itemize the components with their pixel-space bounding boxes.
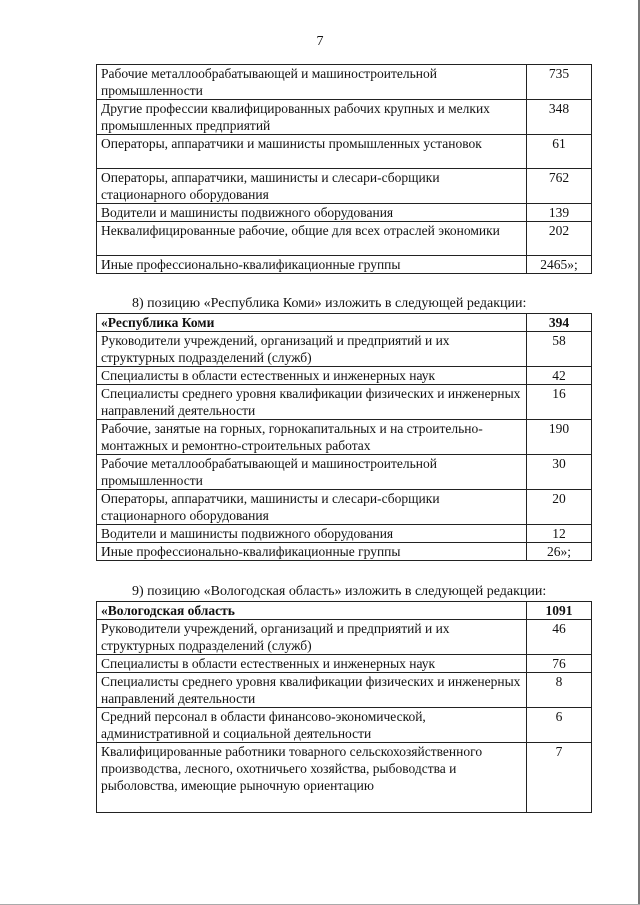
row-label: Операторы, аппаратчики, машинисты и слесари-сборщики стационарного оборудования [97,490,527,525]
row-value: 20 [527,490,592,525]
row-label: Водители и машинисты подвижного оборудования [97,204,527,222]
table-header-row [97,602,592,620]
table-row [97,708,592,743]
table-row [97,222,592,256]
row-label: Квалифицированные работники товарного сельскохозяйственного производства, лесного, охотничьего хозяйства, рыбоводства и рыболовства, имеющие рыночную ориентацию [97,743,527,813]
row-value: 76 [527,655,592,673]
section9-intro: 9) позицию «Вологодская область» изложить в следующей редакции: [132,584,547,599]
row-value: 26»; [527,543,592,561]
table-row [97,455,592,490]
row-value: 6 [527,708,592,743]
region-name: «Вологодская область [97,602,527,620]
table-row [97,100,592,135]
row-label: Водители и машинисты подвижного оборудования [97,525,527,543]
table-komi [96,313,592,561]
table-row [97,490,592,525]
row-value: 16 [527,385,592,420]
row-label: Рабочие металлообрабатывающей и машиностроительной промышленности [97,65,527,100]
row-value: 139 [527,204,592,222]
row-label: Другие профессии квалифицированных рабочих крупных и мелких промышленных предприятий [97,100,527,135]
table-vologda [96,601,592,813]
row-label: Иные профессионально-квалификационные группы [97,543,527,561]
table-row [97,169,592,204]
row-value: 61 [527,135,592,169]
table-row [97,385,592,420]
table-row [97,743,592,813]
table-row [97,673,592,708]
row-value: 348 [527,100,592,135]
table-row [97,65,592,100]
table-row [97,620,592,655]
region-total: 1091 [527,602,592,620]
row-label: Иные профессионально-квалификационные группы [97,256,527,274]
row-value: 7 [527,743,592,813]
row-label: Специалисты в области естественных и инженерных наук [97,367,527,385]
row-label: Рабочие металлообрабатывающей и машиностроительной промышленности [97,455,527,490]
section8-intro: 8) позицию «Республика Коми» изложить в следующей редакции: [132,296,527,311]
table-row [97,525,592,543]
row-value: 762 [527,169,592,204]
table-header-row [97,314,592,332]
row-label: Операторы, аппаратчики и машинисты промышленных установок [97,135,527,169]
row-value: 42 [527,367,592,385]
table-continued [96,64,592,274]
row-value: 2465»; [527,256,592,274]
row-label: Специалисты в области естественных и инженерных наук [97,655,527,673]
row-value: 58 [527,332,592,367]
row-label: Руководители учреждений, организаций и предприятий и их структурных подразделений (служб) [97,332,527,367]
table-row [97,332,592,367]
row-value: 190 [527,420,592,455]
row-label: Операторы, аппаратчики, машинисты и слесари-сборщики стационарного оборудования [97,169,527,204]
row-value: 12 [527,525,592,543]
table-row [97,256,592,274]
row-value: 8 [527,673,592,708]
table-row [97,655,592,673]
row-value: 202 [527,222,592,256]
table-row [97,367,592,385]
row-value: 46 [527,620,592,655]
row-label: Средний персонал в области финансово-экономической, административной и социальной деятельности [97,708,527,743]
row-label: Специалисты среднего уровня квалификации физических и инженерных направлений деятельности [97,673,527,708]
region-name: «Республика Коми [97,314,527,332]
row-label: Специалисты среднего уровня квалификации физических и инженерных направлений деятельности [97,385,527,420]
row-label: Неквалифицированные рабочие, общие для всех отраслей экономики [97,222,527,256]
table-row [97,543,592,561]
region-total: 394 [527,314,592,332]
page-number: 7 [316,34,324,49]
row-value: 735 [527,65,592,100]
row-label: Руководители учреждений, организаций и предприятий и их структурных подразделений (служб) [97,620,527,655]
row-value: 30 [527,455,592,490]
table-row [97,420,592,455]
table-row [97,135,592,169]
table-row [97,204,592,222]
row-label: Рабочие, занятые на горных, горнокапитальных и на строительно-монтажных и ремонтно-строительных работах [97,420,527,455]
